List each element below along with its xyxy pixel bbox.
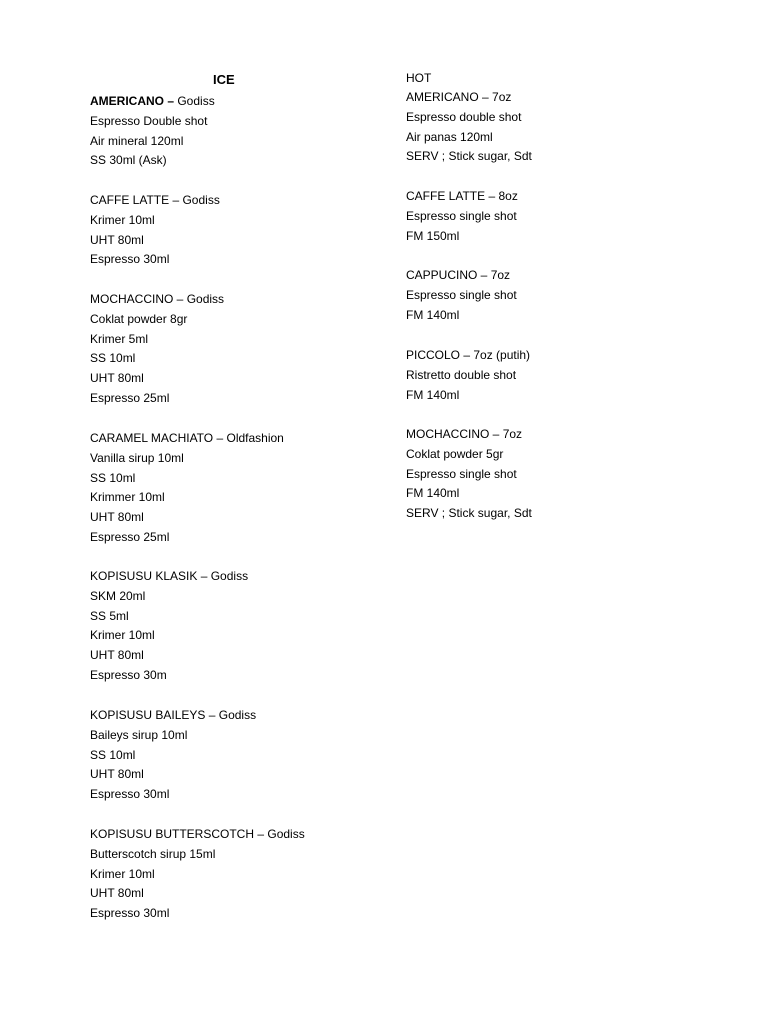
recipe-header (90, 429, 284, 449)
recipe-header (90, 706, 256, 726)
recipe-line: Air panas 120ml (406, 129, 493, 144)
recipe-line: Espresso 25ml (90, 529, 170, 544)
recipe-line: SKM 20ml (90, 588, 146, 603)
recipe-separator: – (173, 292, 187, 306)
recipe-separator: – (213, 431, 227, 445)
hot-recipe-cappucino (406, 266, 517, 325)
recipe-separator: – (485, 189, 499, 203)
recipe-name: CAFFE LATTE (406, 189, 486, 203)
recipe-style: 7oz (502, 427, 523, 441)
recipe-separator: – (254, 827, 268, 841)
ice-recipe-mochaccino (90, 290, 224, 409)
recipe-line: Espresso 30ml (90, 906, 170, 921)
recipe-header (90, 567, 248, 587)
recipe-name: KOPISUSU BUTTERSCOTCH (90, 827, 255, 841)
recipe-name: MOCHACCINO (90, 292, 174, 306)
recipe-header (406, 88, 532, 108)
recipe-line: Espresso 25ml (90, 390, 170, 405)
recipe-name: CAFFE LATTE (90, 193, 170, 207)
ice-recipe-caramel-machiato (90, 429, 284, 548)
recipe-name: CAPPUCINO (406, 268, 478, 282)
hot-section-title: HOT (406, 71, 432, 85)
recipe-name: KOPISUSU KLASIK (90, 569, 198, 583)
recipe-name: KOPISUSU BAILEYS (90, 708, 206, 722)
recipe-header (90, 290, 224, 310)
recipe-header (90, 191, 220, 211)
recipe-name: AMERICANO (90, 94, 164, 108)
recipe-line: Butterscotch sirup 15ml (90, 846, 216, 861)
recipe-line: Espresso 30m (90, 667, 167, 682)
recipe-header (90, 825, 305, 845)
recipe-line: FM 140ml (406, 307, 460, 322)
recipe-line: FM 140ml (406, 486, 460, 501)
ice-recipe-kopisusu-klasik (90, 567, 248, 686)
hot-recipe-caffe-latte (406, 187, 518, 246)
recipe-style: 7oz (492, 90, 512, 104)
recipe-line: Coklat powder 8gr (90, 311, 188, 326)
recipe-style: Oldfashion (226, 431, 284, 445)
recipe-line: SS 30ml (Ask) (90, 153, 167, 168)
recipe-line: Vanilla sirup 10ml (90, 450, 184, 465)
recipe-separator: – (197, 569, 211, 583)
ice-section-title: ICE (213, 72, 235, 87)
recipe-style: Godiss (186, 292, 225, 306)
recipe-line: Ristretto double shot (406, 367, 517, 382)
recipe-separator: – (205, 708, 219, 722)
recipe-line: SERV ; Stick sugar, Sdt (406, 506, 532, 521)
recipe-style: 7oz (490, 268, 511, 282)
recipe-line: UHT 80ml (90, 886, 144, 901)
recipe-header (406, 346, 530, 366)
recipe-line: UHT 80ml (90, 510, 144, 525)
recipe-header (90, 92, 215, 112)
recipe-separator: – (169, 193, 183, 207)
recipe-separator: – (478, 90, 493, 104)
recipe-line: SS 5ml (90, 608, 129, 623)
recipe-line: Espresso 30ml (90, 787, 170, 802)
recipe-line: Krimer 10ml (90, 866, 155, 881)
recipe-line: SS 10ml (90, 351, 136, 366)
ice-recipe-americano (90, 92, 215, 171)
recipe-style: Godiss (218, 708, 257, 722)
recipe-line: UHT 80ml (90, 767, 144, 782)
recipe-line: Espresso Double shot (90, 113, 208, 128)
hot-recipe-americano (406, 88, 532, 167)
ice-recipe-kopisusu-baileys (90, 706, 256, 805)
recipe-line: SERV ; Stick sugar, Sdt (406, 149, 532, 164)
recipe-line: SS 10ml (90, 747, 136, 762)
recipe-line: SS 10ml (90, 470, 136, 485)
recipe-separator: – (489, 427, 503, 441)
recipe-name: AMERICANO (406, 90, 479, 104)
recipe-line: Coklat powder 5gr (406, 446, 504, 461)
recipe-style: Godiss (177, 94, 215, 108)
hot-recipe-piccolo (406, 346, 530, 405)
recipe-line: Espresso single shot (406, 466, 517, 481)
recipe-line: Air mineral 120ml (90, 133, 184, 148)
hot-recipe-mochaccino (406, 425, 532, 524)
recipe-style: 8oz (498, 189, 518, 203)
recipe-line: Krimmer 10ml (90, 490, 165, 505)
recipe-style: 7oz (putih) (473, 348, 531, 362)
recipe-line: FM 150ml (406, 228, 460, 243)
recipe-name: CARAMEL MACHIATO (90, 431, 214, 445)
recipe-line: Espresso 30ml (90, 252, 170, 267)
ice-recipe-caffe-latte (90, 191, 220, 270)
recipe-header (406, 187, 518, 207)
recipe-header (406, 266, 517, 286)
recipe-line: UHT 80ml (90, 371, 144, 386)
recipe-line: Krimer 5ml (90, 331, 149, 346)
recipe-line: Espresso double shot (406, 109, 522, 124)
recipe-style: Godiss (182, 193, 220, 207)
recipe-line: Espresso single shot (406, 208, 517, 223)
recipe-name: PICCOLO (406, 348, 461, 362)
ice-recipe-kopisusu-butterscotch (90, 825, 305, 924)
recipe-line: Krimer 10ml (90, 628, 155, 643)
recipe-separator: – (164, 94, 178, 108)
recipe-line: UHT 80ml (90, 648, 144, 663)
recipe-style: Godiss (210, 569, 249, 583)
recipe-header (406, 425, 532, 445)
recipe-separator: – (460, 348, 474, 362)
recipe-name: MOCHACCINO (406, 427, 490, 441)
recipe-line: FM 140ml (406, 387, 460, 402)
recipe-line: Espresso single shot (406, 287, 517, 302)
recipe-style: Godiss (267, 827, 305, 841)
recipe-line: Krimer 10ml (90, 212, 155, 227)
recipe-line: Baileys sirup 10ml (90, 727, 188, 742)
recipe-separator: – (477, 268, 491, 282)
recipe-line: UHT 80ml (90, 232, 144, 247)
